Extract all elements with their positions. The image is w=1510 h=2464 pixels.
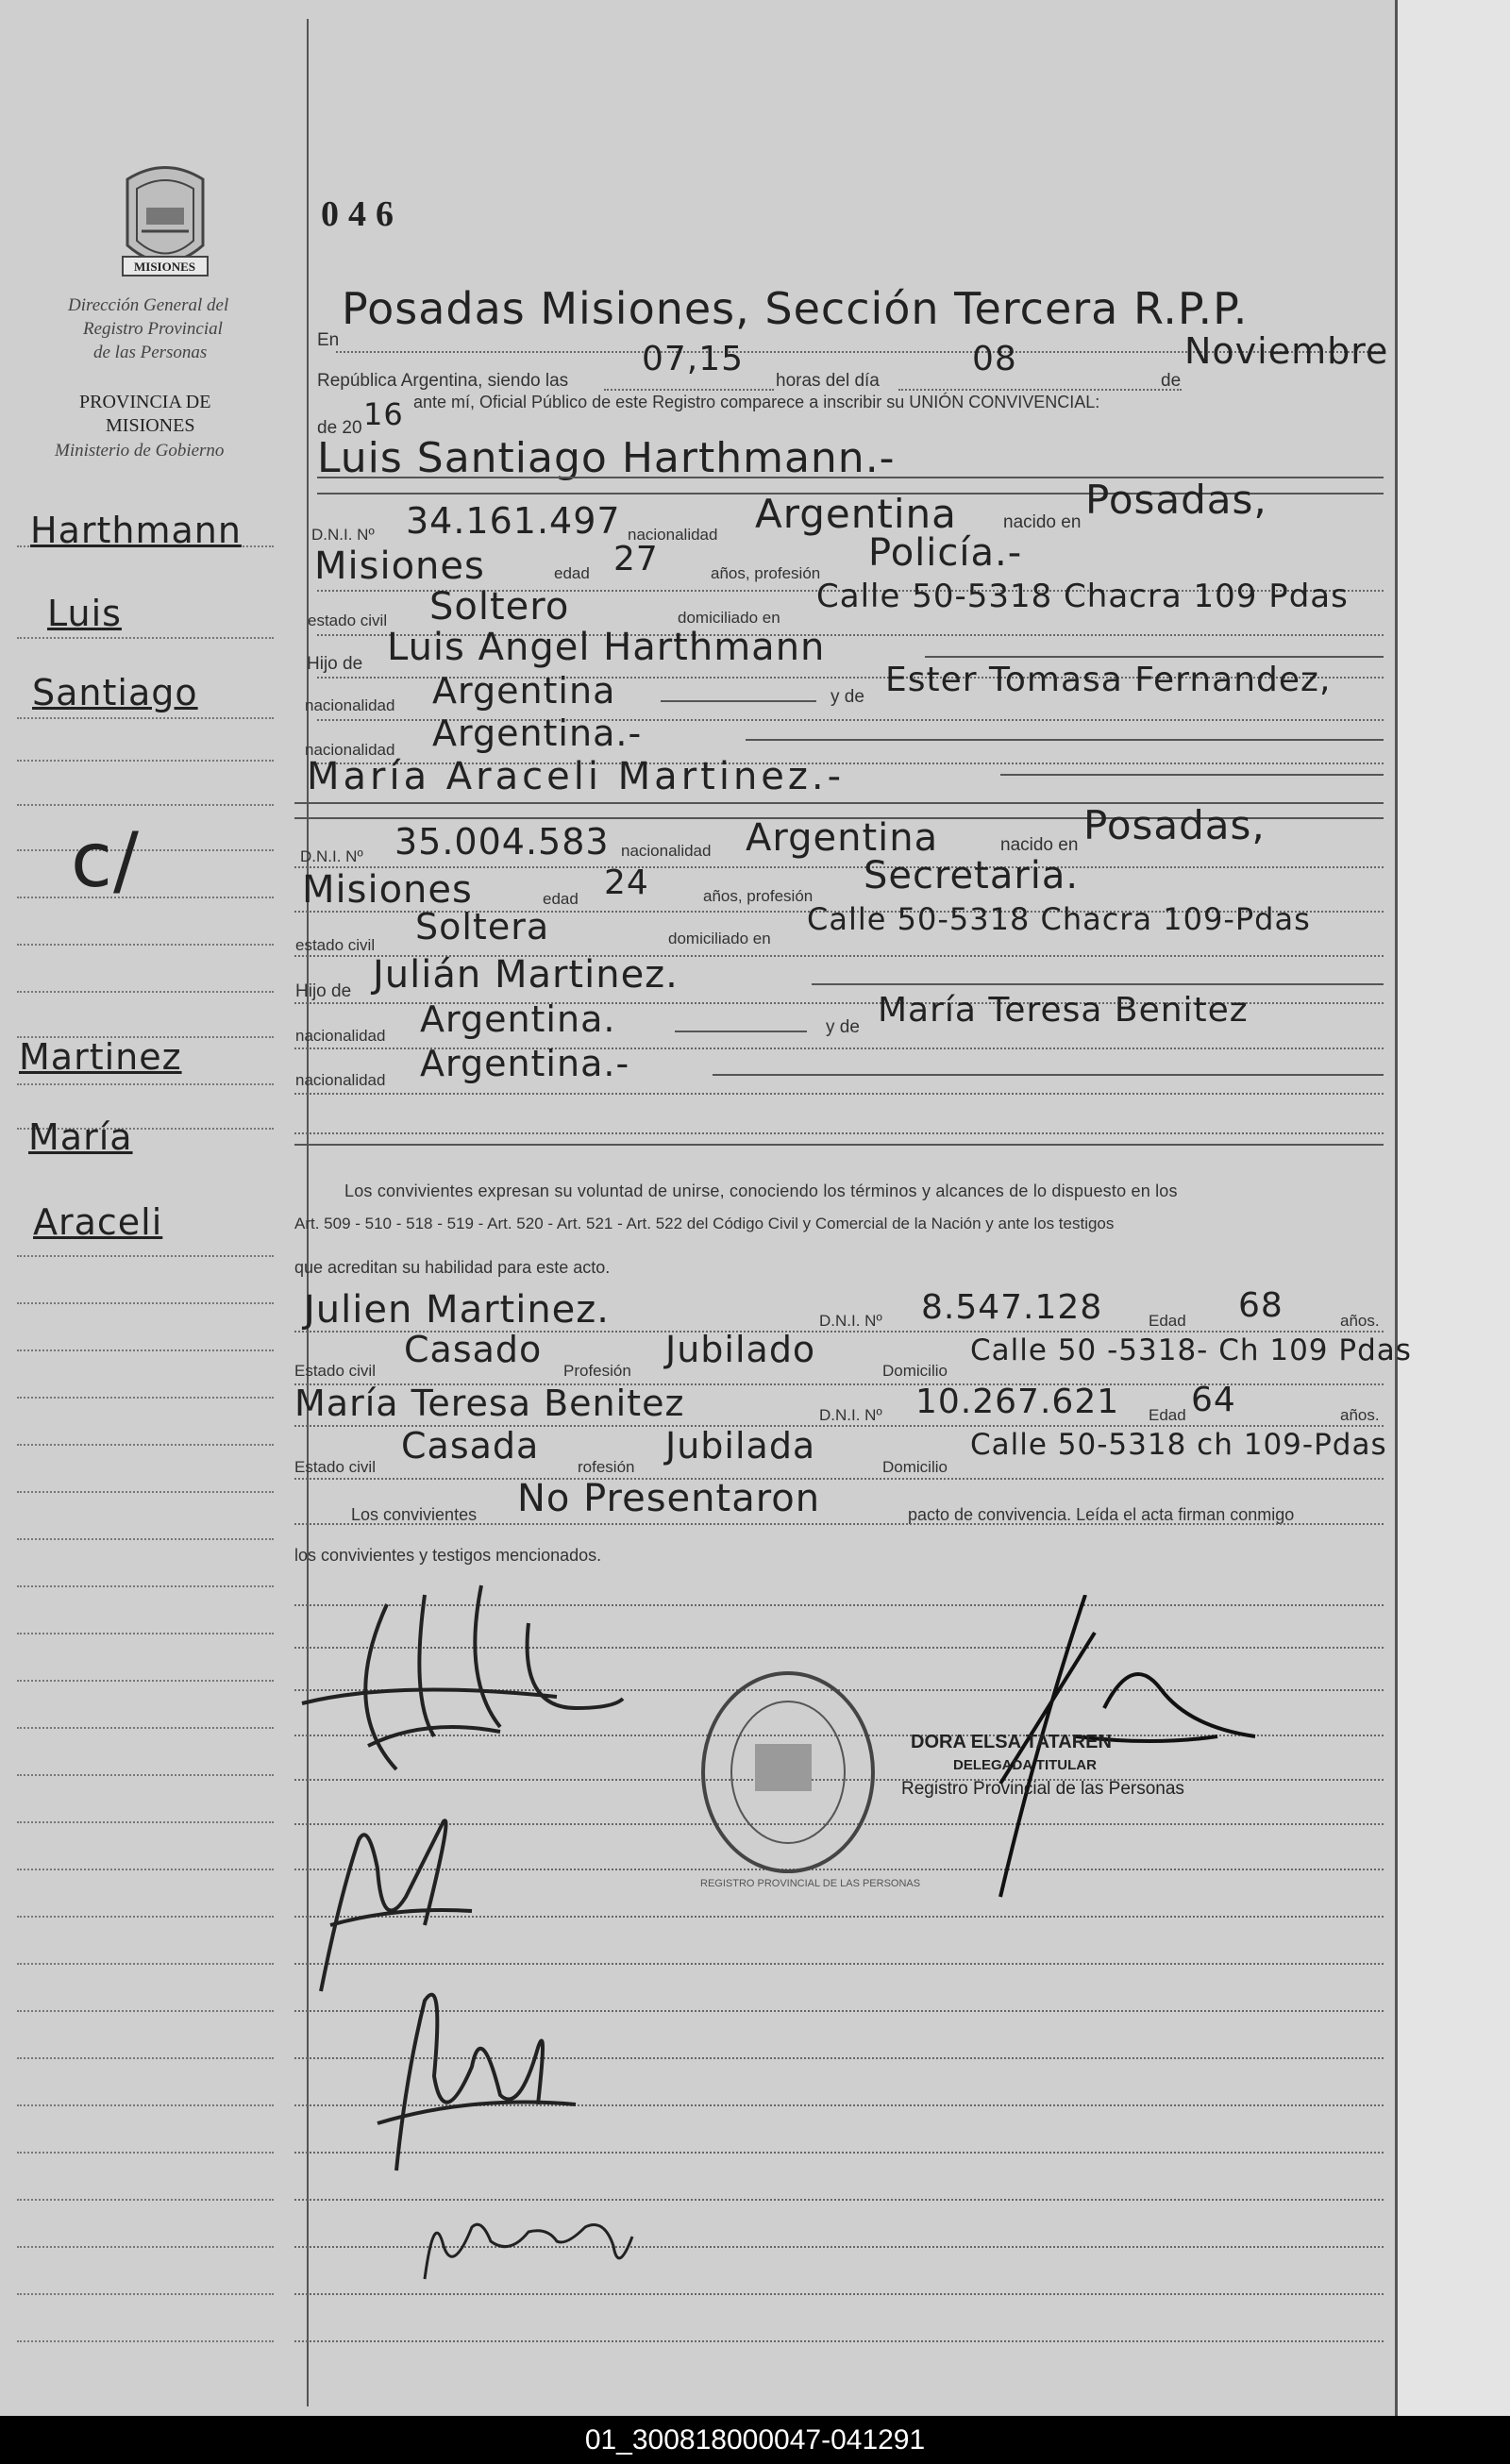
person2-nacionalidad: Argentina (746, 816, 939, 860)
person1-estado: Soltero (429, 585, 570, 629)
margin-surname-1: Harthmann (30, 510, 242, 551)
y-de-label-2: y de (826, 1017, 860, 1037)
nacionalidad-label-4: nacionalidad (621, 842, 712, 860)
margin-line (17, 2152, 274, 2154)
margin-line (17, 1255, 274, 1257)
folio-number: 046 (321, 194, 403, 234)
de-label: de (1161, 371, 1182, 391)
witness2-estado: Casada (401, 1425, 540, 1467)
crest-banner: MISIONES (134, 260, 196, 274)
ante-mi-text: ante mí, Oficial Público de este Registro comparece a inscribir su UNIÓN CONVIVENCIAL: (413, 393, 1100, 411)
person1-padre: Luis Angel Harthmann (387, 626, 826, 669)
margin-line (17, 1444, 274, 1446)
witness1-edad: 68 (1238, 1286, 1284, 1325)
margin-line (17, 1349, 274, 1351)
rule (294, 1144, 1384, 1146)
hour-field: 07,15 (642, 340, 745, 378)
rule (812, 983, 1384, 985)
day-field: 08 (972, 340, 1017, 378)
margin-line (17, 804, 274, 806)
rule (925, 656, 1384, 658)
statement-line1: Los convivientes expresan su voluntad de unirse, conociendo los términos y alcances de lo dispuesto en los (344, 1182, 1178, 1200)
signature-applicant-1 (283, 1567, 661, 1812)
rule (1000, 774, 1384, 776)
person1-nacido: Posadas, (1085, 477, 1267, 523)
edad-label-4: Edad (1149, 1406, 1186, 1424)
person2-nacido: Posadas, (1083, 802, 1266, 848)
domiciliado-label: domiciliado en (678, 609, 780, 627)
witness2-domicilio: Calle 50-5318 ch 109-Pdas (970, 1428, 1387, 1462)
margin-line (17, 1727, 274, 1729)
rule (661, 700, 816, 702)
person2-madre-nac: Argentina.- (420, 1043, 630, 1084)
witness2-profesion: Jubilada (665, 1425, 816, 1467)
margin-line (17, 1585, 274, 1587)
margin-line (17, 2293, 274, 2295)
margin-line (17, 1821, 274, 1823)
margin-line (17, 1397, 274, 1399)
closing-line2: los convivientes y testigos mencionados. (294, 1546, 602, 1565)
statement-line2: Art. 509 - 510 - 518 - 519 - Art. 520 - Art. 521 - Art. 522 del Código Civil y Comercial de la Nación y ante los testigos (294, 1215, 1115, 1232)
witness1-estado: Casado (404, 1329, 543, 1370)
closing-value: No Presentaron (517, 1477, 821, 1520)
margin-line (17, 1302, 274, 1304)
dotted-line (604, 389, 774, 391)
en-label: En (317, 330, 340, 350)
domicilio-label-2: Domicilio (882, 1458, 948, 1476)
dni-label-2: D.N.I. Nº (300, 847, 363, 865)
dotted-line (294, 1523, 1384, 1525)
margin-line (17, 637, 274, 639)
anios-label-2: años. (1340, 1406, 1380, 1424)
person2-padre: Julián Martinez. (373, 953, 679, 997)
margin-line (17, 2057, 274, 2059)
agency-line1: Dirección General del (68, 295, 229, 315)
person1-lugar: Misiones (314, 545, 485, 588)
profesion-label-2: rofesión (578, 1458, 635, 1476)
crest-emblem (113, 160, 217, 283)
anios-profesion-label: años, profesión (711, 564, 821, 582)
witness1-name: Julien Martinez. (304, 1288, 610, 1332)
seal-ring-text: REGISTRO PROVINCIAL DE LAS PERSONAS (700, 1878, 921, 1889)
person2-madre: María Teresa Benitez (878, 991, 1249, 1030)
province-line2: MISIONES (106, 415, 195, 436)
margin-line (17, 2340, 274, 2342)
margin-given-2a: María (28, 1116, 133, 1158)
closing-suffix: pacto de convivencia. Leída el acta firman conmigo (908, 1505, 1295, 1524)
person2-lugar: Misiones (302, 868, 473, 912)
rule (713, 1074, 1384, 1076)
rule (675, 1031, 807, 1032)
margin-line (17, 991, 274, 993)
person1-madre-nac: Argentina.- (432, 712, 643, 754)
margin-line (17, 1538, 274, 1540)
person1-nacionalidad: Argentina (755, 491, 957, 537)
anios-profesion-label-2: años, profesión (703, 887, 814, 905)
margin-given-1b: Santiago (32, 672, 198, 713)
month-field: Noviembre (1184, 330, 1389, 372)
dni-label: D.N.I. Nº (311, 526, 375, 544)
y-de-label: y de (830, 687, 864, 707)
official-seal (698, 1668, 878, 1876)
person2-dni: 35.004.583 (394, 821, 610, 863)
nacionalidad-label-6: nacionalidad (295, 1071, 386, 1089)
witness1-profesion: Jubilado (665, 1329, 816, 1370)
page-edge (1395, 0, 1510, 2416)
edad-label-2: edad (543, 890, 579, 908)
person1-profesion: Policía.- (868, 531, 1023, 575)
margin-line (17, 2010, 274, 2012)
margin-divider (307, 19, 309, 2406)
margin-conj: c/ (71, 816, 140, 904)
margin-surname-2: Martinez (19, 1036, 182, 1078)
nacido-label-2: nacido en (1000, 835, 1079, 855)
witness2-edad: 64 (1191, 1381, 1236, 1419)
agency-line2: Registro Provincial (83, 319, 223, 339)
margin-line (17, 1680, 274, 1682)
margin-line (17, 2246, 274, 2248)
nacionalidad-label-2: nacionalidad (305, 696, 395, 714)
document-footer-id: 01_300818000047-041291 (0, 2416, 1510, 2464)
estado-civil-label-2: estado civil (295, 936, 376, 954)
person2-estado: Soltera (415, 906, 550, 947)
person2-padre-nac: Argentina. (420, 998, 616, 1040)
person1-domicilio: Calle 50-5318 Chacra 109 Pdas (816, 578, 1349, 615)
province-line1: PROVINCIA DE (79, 392, 211, 412)
witness1-domicilio: Calle 50 -5318- Ch 109 Pdas (970, 1333, 1412, 1367)
margin-given-1a: Luis (47, 593, 122, 634)
nacionalidad-label-3: nacionalidad (305, 741, 395, 759)
domicilio-label: Domicilio (882, 1362, 948, 1380)
dni-label-3: D.N.I. Nº (819, 1312, 882, 1330)
estado-civil-label-3: Estado civil (294, 1362, 376, 1380)
dotted-line (294, 2293, 1384, 2295)
margin-line (17, 1774, 274, 1776)
margin-line (17, 1963, 274, 1965)
stamp-title: DELEGADA TITULAR (953, 1757, 1097, 1773)
nacionalidad-label-5: nacionalidad (295, 1027, 386, 1045)
margin-line (17, 849, 274, 851)
hijo-label: Hijo de (307, 654, 363, 674)
margin-line (17, 717, 274, 719)
year-field: 16 (363, 396, 404, 432)
person2-edad: 24 (604, 863, 649, 902)
edad-label: edad (554, 564, 590, 582)
place-field: Posadas Misiones, Sección Tercera R.P.P. (342, 283, 1249, 334)
estado-civil-label: estado civil (308, 612, 388, 629)
person2-profesion: Secretaria. (864, 854, 1080, 897)
statement-line3: que acreditan su habilidad para este acto. (294, 1258, 611, 1277)
nacido-label: nacido en (1003, 512, 1082, 532)
horas-label: horas del día (776, 371, 880, 391)
dotted-line (294, 1132, 1384, 1134)
domiciliado-label-2: domiciliado en (668, 930, 771, 947)
agency-line3: de las Personas (93, 343, 208, 362)
stamp-name: DORA ELSA TATAREN (911, 1732, 1112, 1752)
margin-given-2b: Araceli (33, 1201, 163, 1243)
person1-name: Luis Santiago Harthmann.- (317, 434, 896, 482)
margin-line (17, 897, 274, 898)
closing-prefix: Los convivientes (351, 1505, 478, 1524)
witness2-name: María Teresa Benitez (294, 1383, 685, 1424)
dotted-line (898, 389, 1182, 391)
margin-line (17, 2104, 274, 2106)
profesion-label: Profesión (563, 1362, 631, 1380)
margin-line (17, 1633, 274, 1634)
witness2-dni: 10.267.621 (915, 1383, 1120, 1421)
person2-domicilio: Calle 50-5318 Chacra 109-Pdas (807, 901, 1311, 937)
margin-line (17, 1916, 274, 1918)
person1-dni: 34.161.497 (406, 500, 621, 542)
person1-padre-nac: Argentina (432, 670, 616, 712)
signature-witness-2 (415, 2189, 698, 2284)
dotted-line (294, 1093, 1384, 1095)
hijo-label-2: Hijo de (295, 981, 352, 1001)
rule (746, 739, 1384, 741)
dotted-line (294, 2340, 1384, 2342)
margin-line (17, 1083, 274, 1085)
ministry-line: Ministerio de Gobierno (55, 441, 225, 461)
person1-madre: Ester Tomasa Fernandez, (885, 661, 1332, 699)
margin-line (17, 944, 274, 946)
person1-edad: 27 (613, 540, 659, 578)
margin-line (17, 1869, 274, 1870)
margin-line (17, 1491, 274, 1493)
anios-label: años. (1340, 1312, 1380, 1330)
de20-label: de 20 (317, 418, 362, 438)
margin-line (17, 2199, 274, 2201)
person2-name: María Araceli Martinez.- (307, 755, 846, 798)
dotted-line (294, 1478, 1384, 1480)
estado-civil-label-4: Estado civil (294, 1458, 376, 1476)
edad-label-3: Edad (1149, 1312, 1186, 1330)
nacionalidad-label: nacionalidad (628, 526, 718, 544)
margin-line (17, 760, 274, 762)
dni-label-4: D.N.I. Nº (819, 1406, 882, 1424)
republica-label: República Argentina, siendo las (317, 371, 569, 391)
signature-witness-1 (359, 1963, 604, 2180)
witness1-dni: 8.547.128 (921, 1288, 1103, 1327)
stamp-office: Registro Provincial de las Personas (901, 1779, 1184, 1799)
